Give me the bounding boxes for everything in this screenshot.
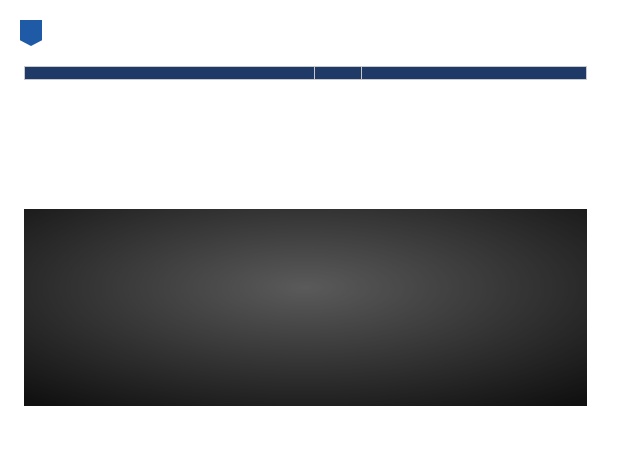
column-header-description <box>25 67 315 80</box>
column-header-count <box>315 67 362 80</box>
pie-chart <box>24 209 587 406</box>
report-table <box>24 66 587 80</box>
chart-background <box>24 209 587 406</box>
alert-logo-badge <box>20 20 42 46</box>
table-header-row <box>25 67 587 80</box>
column-header-notes <box>362 67 587 80</box>
